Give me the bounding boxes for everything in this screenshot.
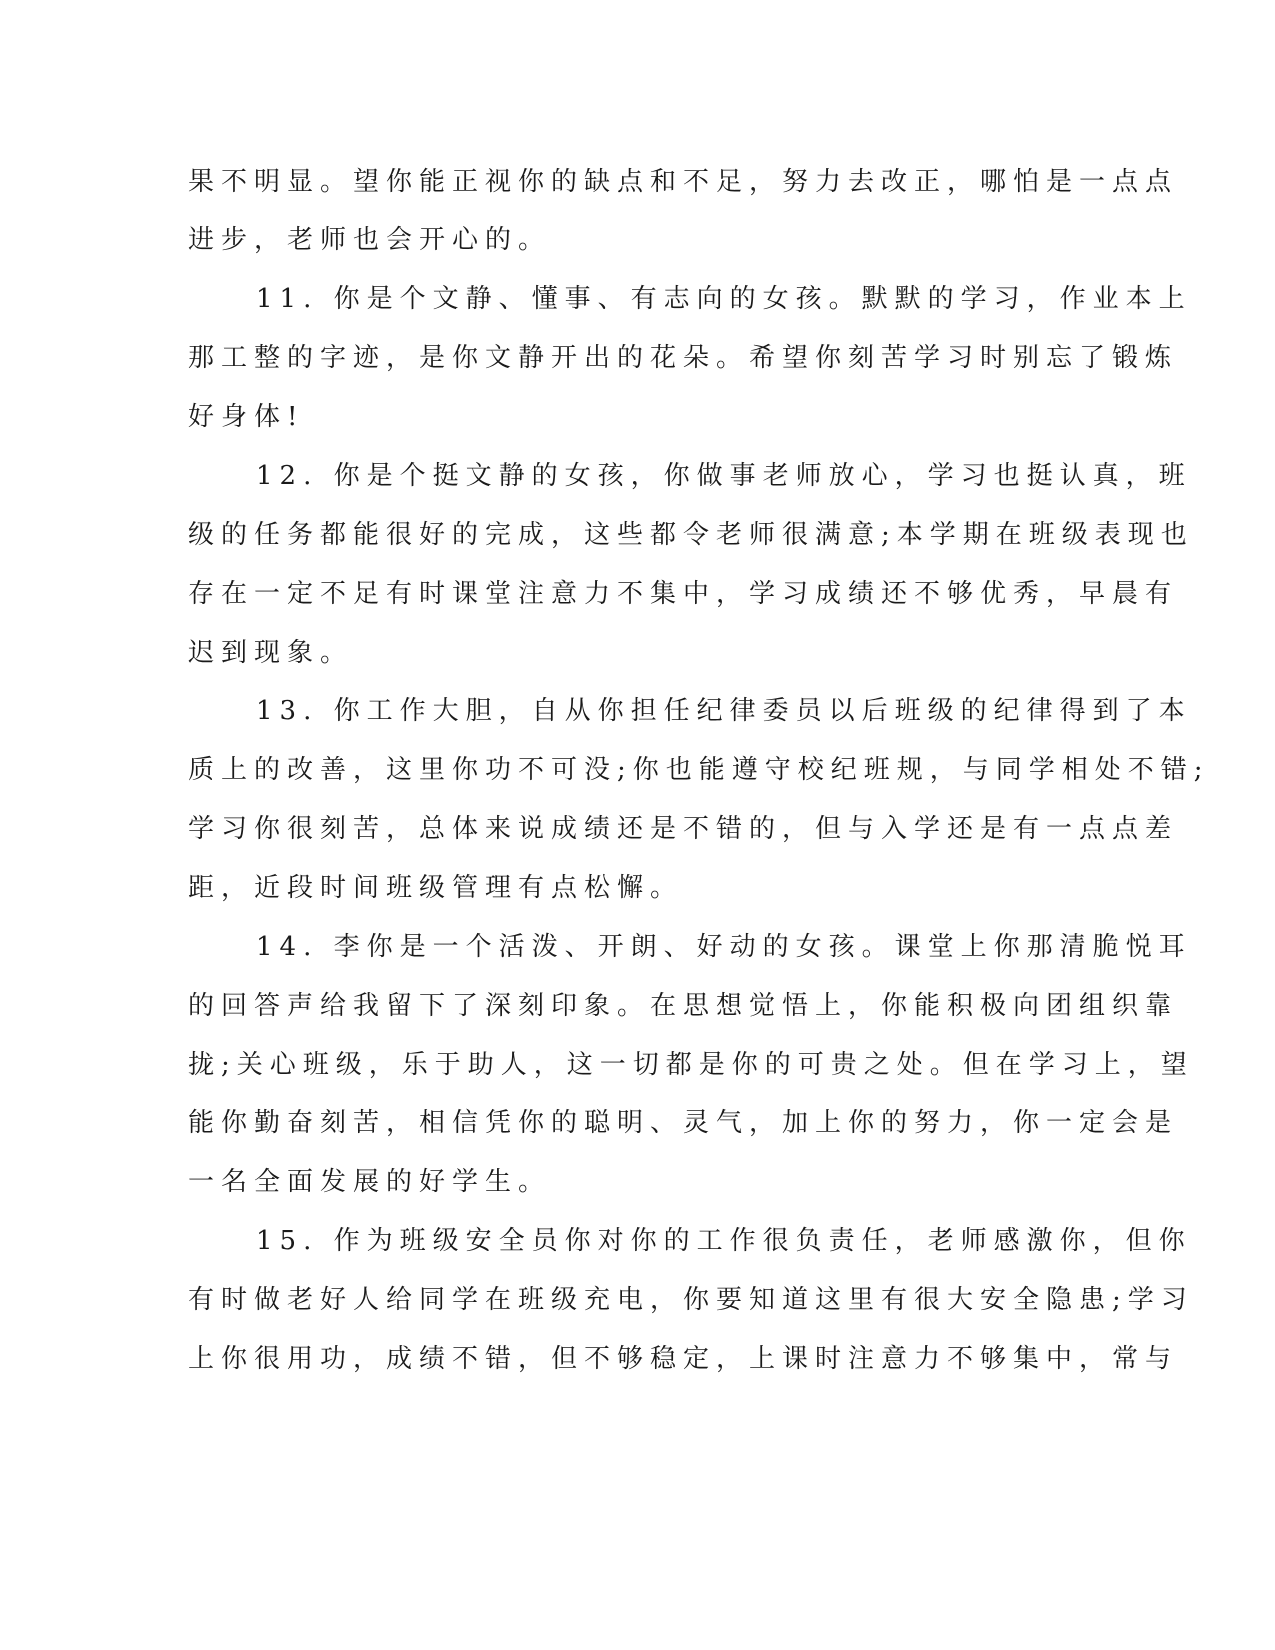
text-line: 拢;关心班级，乐于助人，这一切都是你的可贵之处。但在学习上，望: [188, 1050, 1194, 1080]
text-line: 好身体!: [188, 402, 305, 432]
text-line: 上你很用功，成绩不错，但不够稳定，上课时注意力不够集中，常与: [188, 1344, 1179, 1374]
text-line: 那工整的字迹，是你文静开出的花朵。希望你刻苦学习时别忘了锻炼: [188, 343, 1179, 373]
text-line: 进步，老师也会开心的。: [188, 225, 552, 255]
text-line: 果不明显。望你能正视你的缺点和不足，努力去改正，哪怕是一点点: [188, 167, 1179, 197]
text-line: 的回答声给我留下了深刻印象。在思想觉悟上，你能积极向团组织靠: [188, 991, 1179, 1021]
text-line: 质上的改善，这里你功不可没;你也能遵守校纪班规，与同学相处不错;: [188, 755, 1210, 785]
paragraph-14-first-line: 14. 李你是一个活泼、开朗、好动的女孩。课堂上你那清脆悦耳: [256, 932, 1192, 962]
text-line: 能你勤奋刻苦，相信凭你的聪明、灵气，加上你的努力，你一定会是: [188, 1108, 1179, 1138]
paragraph-11-first-line: 11. 你是个文静、懂事、有志向的女孩。默默的学习，作业本上: [256, 284, 1192, 314]
text-line: 级的任务都能很好的完成，这些都令老师很满意;本学期在班级表现也: [188, 520, 1194, 550]
paragraph-15-first-line: 15. 作为班级安全员你对你的工作很负责任，老师感激你，但你: [256, 1226, 1192, 1256]
text-line: 距，近段时间班级管理有点松懈。: [188, 873, 684, 903]
text-line: 一名全面发展的好学生。: [188, 1167, 552, 1197]
paragraph-13-first-line: 13. 你工作大胆，自从你担任纪律委员以后班级的纪律得到了本: [256, 696, 1192, 726]
text-line: 迟到现象。: [188, 638, 354, 668]
text-line: 存在一定不足有时课堂注意力不集中，学习成绩还不够优秀，早晨有: [188, 579, 1179, 609]
text-line: 学习你很刻苦，总体来说成绩还是不错的，但与入学还是有一点点差: [188, 814, 1179, 844]
paragraph-12-first-line: 12. 你是个挺文静的女孩，你做事老师放心，学习也挺认真，班: [256, 461, 1192, 491]
text-line: 有时做老好人给同学在班级充电，你要知道这里有很大安全隐患;学习: [188, 1285, 1194, 1315]
